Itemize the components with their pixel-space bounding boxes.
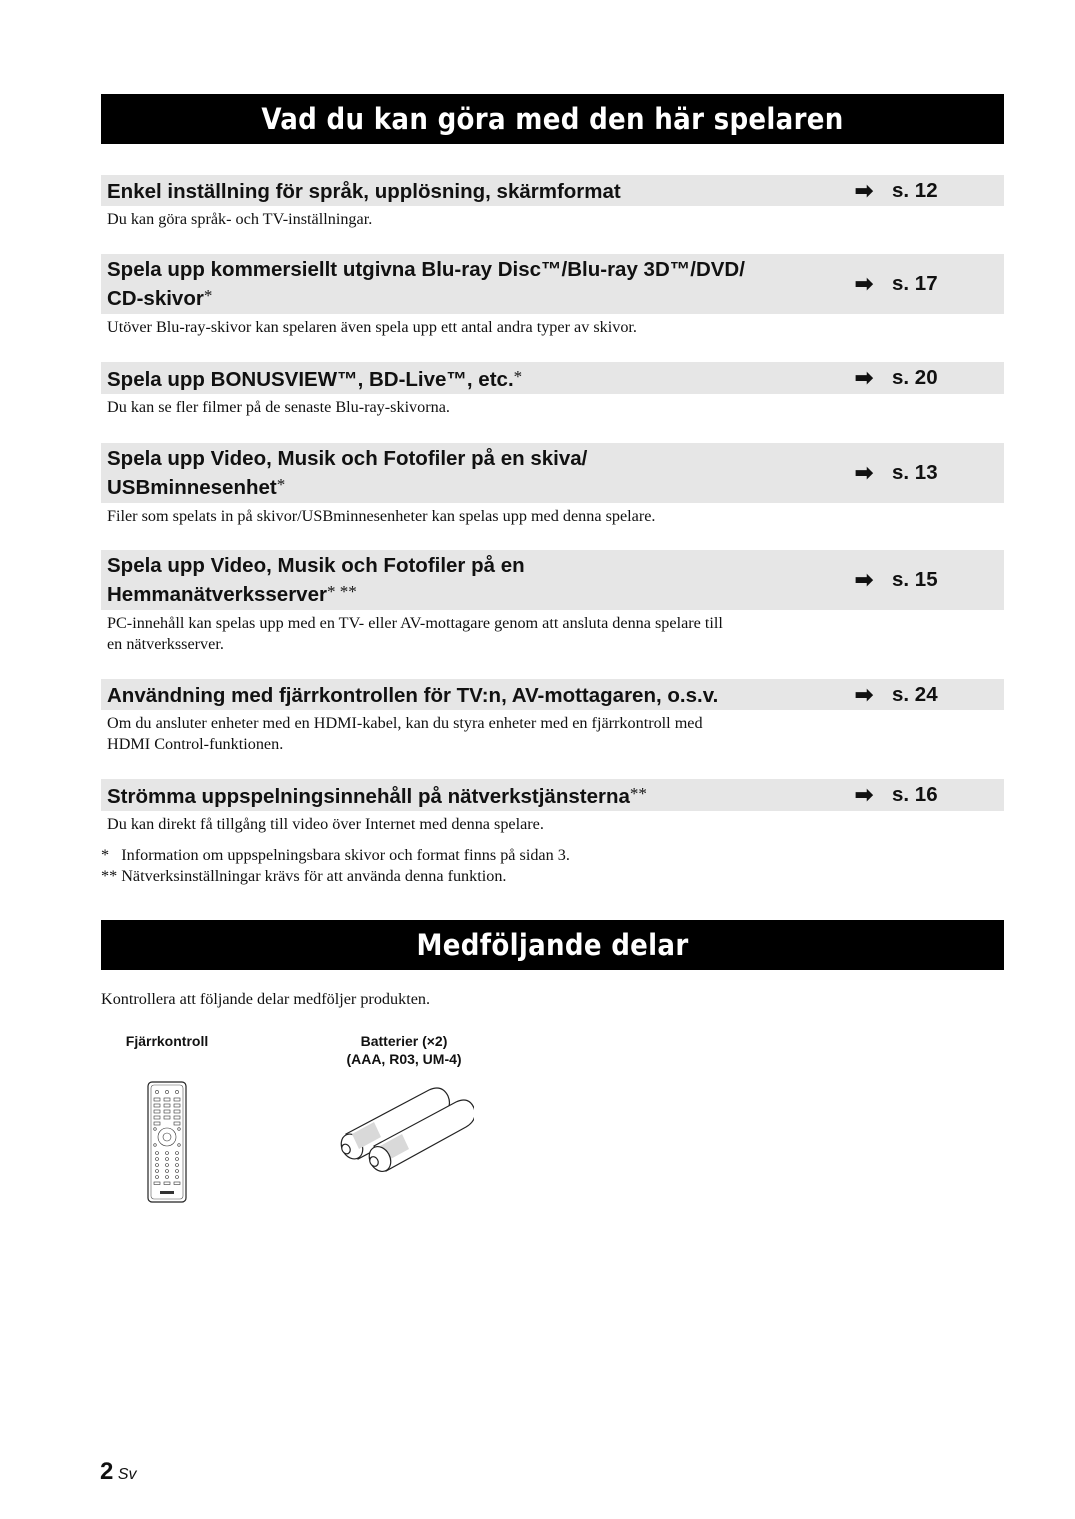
feature-description: Du kan direkt få tillgång till video över Internet med denna spelare. [107,815,544,833]
feature-description: Du kan se fler filmer på de senaste Blu-ray-skivorna. [107,398,450,416]
page-reference[interactable]: s. 20 [892,366,938,389]
arrow-right-icon: ➡ [854,567,874,592]
feature-description: Om du ansluter enheter med en HDMI-kabel, kan du styra enheter med en fjärrkontroll med HDMI Control-funktionen. [107,714,703,753]
feature-description: Utöver Blu-ray-skivor kan spelaren även spela upp ett antal andra typer av skivor. [107,318,637,336]
remote-control-icon [146,1080,188,1208]
arrow-right-icon: ➡ [854,782,874,807]
feature-description: PC-innehåll kan spelas upp med en TV- eller AV-mottagare genom att ansluta denna spelare till en nätverksserver. [107,614,723,653]
feature-header: Användning med fjärrkontrollen för TV:n, AV-mottagaren, o.s.v. ➡ s. 24 [101,679,1004,710]
arrow-right-icon: ➡ [854,177,874,203]
page-number: 2 Sv [100,1458,137,1485]
feature-home-network-server [101,550,1004,655]
remote-label: Fjärrkontroll [125,1033,209,1049]
feature-header: Spela upp BONUSVIEW™, BD-Live™, etc.* ➡ s. 20 [101,362,1004,394]
section-title-included-parts: Medföljande delar [101,920,1004,970]
feature-header: Spela upp Video, Musik och Fotofiler på en skiva/ USBminnesenhet* ➡ s. 13 [101,443,1004,503]
arrow-right-icon: ➡ [854,460,874,485]
feature-header: Enkel inställning för språk, upplösning, skärmformat ➡ s. 12 [101,175,1004,206]
feature-bonusview [101,362,1004,418]
arrow-right-icon: ➡ [854,365,874,390]
intro-text: Kontrollera att följande delar medföljer produkten. [101,990,431,1008]
page-reference[interactable]: s. 17 [892,272,938,295]
feature-header: Spela upp kommersiellt utgivna Blu-ray Disc™/Blu-ray 3D™/DVD/ CD-skivor* ➡ s. 17 [101,254,1004,314]
page-reference[interactable]: s. 16 [892,783,938,806]
feature-header: Spela upp Video, Musik och Fotofiler på en Hemmanätverksserver* ** ➡ s. 15 [101,550,1004,610]
feature-remote-control-hdmi [101,679,1004,755]
page-reference[interactable]: s. 13 [892,461,938,484]
battery-icon [334,1082,474,1178]
feature-language-setup [101,175,1004,230]
feature-header: Strömma uppspelningsinnehåll på nätverkstjänsterna** ➡ s. 16 [101,779,1004,811]
battery-label: Batterier (×2) (AAA, R03, UM-4) [346,1033,462,1067]
section-title-features: Vad du kan göra med den här spelaren [101,94,1004,144]
feature-media-files-usb [101,443,1004,527]
feature-description: Du kan göra språk- och TV-inställningar. [107,210,373,228]
page-reference[interactable]: s. 12 [892,178,938,202]
footnotes: * Information om uppspelningsbara skivor och format finns på sidan 3. ** Nätverksinställningar krävs för att använda denna funktion. [101,846,570,885]
feature-bluray-playback [101,254,1004,338]
arrow-right-icon: ➡ [854,271,874,296]
arrow-right-icon: ➡ [854,681,874,707]
feature-description: Filer som spelats in på skivor/USBminnesenheter kan spelas upp med denna spelare. [107,507,656,525]
feature-network-streaming [101,779,1004,835]
page-reference[interactable]: s. 24 [892,682,938,706]
page-reference[interactable]: s. 15 [892,568,938,591]
